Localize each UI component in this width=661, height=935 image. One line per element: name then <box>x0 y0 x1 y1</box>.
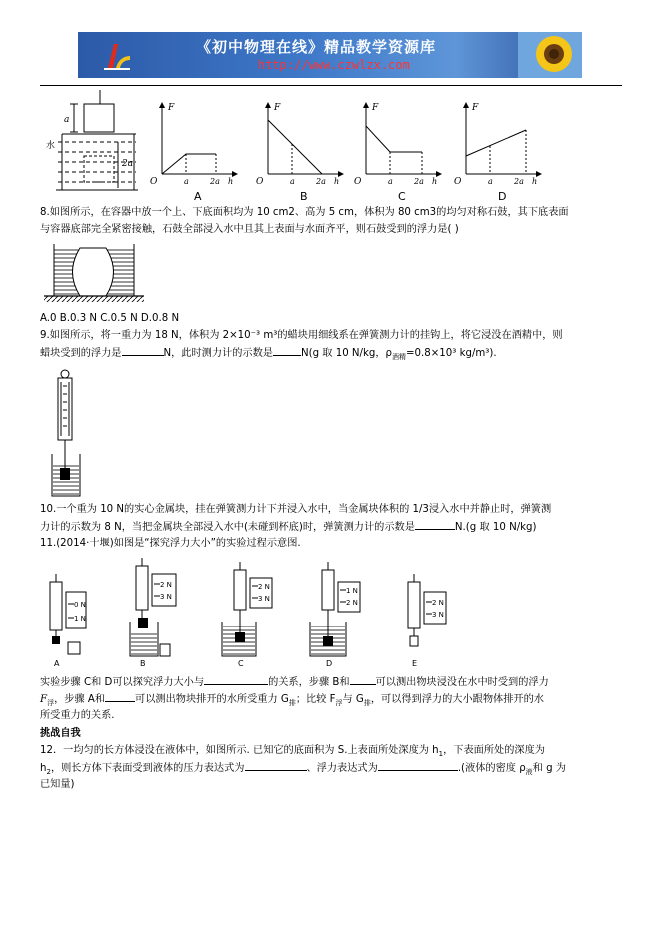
q7-graph-d-tick-2a: 2a <box>514 177 524 186</box>
q12-l1-a: 12．一均匀的长方体浸没在液体中，如图所示. 已知它的底面积为 S.上表面所处深度为 h <box>40 745 439 756</box>
q11-p2-b: ，步骤 A和 <box>54 694 106 705</box>
q11-p2-d: ；比较 F <box>295 694 336 705</box>
q11-line-1: 11.(2014·十堰)如图是“探究浮力大小”的实验过程示意图. <box>40 538 301 549</box>
q11-step-d <box>310 562 360 668</box>
q9-spring-scale-figure <box>48 368 88 502</box>
q7-graph-b <box>256 102 344 202</box>
q12-l2-e: 和 g 为 <box>532 763 566 774</box>
q11-blank-2[interactable] <box>350 673 376 685</box>
q12-l2-d: .(液体的密度 ρ <box>457 763 526 774</box>
q11-p2-a: F <box>40 694 48 705</box>
q11-step-e <box>408 574 446 668</box>
sunflower-icon <box>518 32 582 78</box>
q11-step-a-label: A <box>54 659 60 668</box>
q11-step-c-mark-1: 2 N <box>258 583 270 591</box>
q7-graph-c-h: h <box>432 177 438 186</box>
q7-graph-d-origin: O <box>454 177 462 187</box>
q7-graph-c-f: F <box>372 103 379 113</box>
q12-line-3: 已知量) <box>40 779 75 790</box>
q9-sub-alcohol: 酒精 <box>392 353 407 362</box>
q11-p2-c: 可以测出物块排开的水所受重力 G <box>135 694 289 705</box>
q9-blank-1[interactable] <box>122 344 164 356</box>
q7-graph-b-h: h <box>334 177 340 186</box>
header-title: 《初中物理在线》精品教学资源库 <box>196 38 437 56</box>
q11-step-b-label: B <box>140 659 146 668</box>
q7-graph-b-tick-a: a <box>290 177 295 186</box>
q11-step-a-mark-2: 1 N <box>74 615 86 623</box>
q12-l2-b: ，则长方体下表面受到液体的压力表达式为 <box>50 763 245 774</box>
q11-blank-1[interactable] <box>204 673 268 685</box>
q7-graph-a <box>150 102 238 202</box>
q11-step-e-mark-2: 3 N <box>432 611 444 619</box>
q7-graph-c-tick-2a: 2a <box>414 177 424 186</box>
q7-graph-b-f: F <box>274 103 281 113</box>
q7-graph-a-h: h <box>228 177 234 186</box>
site-logo-icon <box>100 38 134 72</box>
q8-line-1: 8.如图所示，在容器中放一个上、下底面积均为 10 cm2、高为 5 cm，体积为 80 cm3的均匀对称石鼓，其下底表面 <box>40 207 569 218</box>
q11-p1-c: 可以测出物块浸没在水中时受到的浮力 <box>375 677 549 688</box>
q9-blank-2[interactable] <box>273 344 301 356</box>
q11-step-c-mark-2: 3 N <box>258 595 270 603</box>
q12-l2-sub2: 液 <box>525 768 533 777</box>
q7-label-a: a <box>64 115 70 125</box>
q7-graph-a-tick-2a: 2a <box>210 177 220 186</box>
q8-drum-figure <box>40 244 150 306</box>
q11-para-3: 所受重力的关系. <box>40 710 115 721</box>
q11-p1-a: 实验步骤 C和 D可以探究浮力大小与 <box>40 677 205 688</box>
q11-p2-sub1: 浮 <box>47 699 55 708</box>
q7-graph-d-h: h <box>532 177 538 186</box>
q11-step-c-label: C <box>238 659 244 668</box>
q10-line-1: 10.一个重为 10 N的实心金属块，挂在弹簧测力计下并浸入水中，当金属块体积的 1/3浸入水中并静止时，弹簧测 <box>40 504 552 515</box>
q11-p1-b: 的关系，步骤 B和 <box>268 677 350 688</box>
header-banner <box>78 32 582 78</box>
q12-l2-sub: 2 <box>46 768 51 777</box>
q10-blank[interactable] <box>415 518 455 530</box>
q10-line-2-a: 力计的示数为 8 N，当把金属块全部浸入水中(未碰到杯底)时，弹簧测力计的示数是 <box>40 522 415 533</box>
q11-step-b <box>130 558 176 668</box>
q11-step-e-mark-1: 2 N <box>432 599 444 607</box>
q9-line-2-d: =0.8×10³ kg/m³). <box>406 348 497 359</box>
q7-graph-a-f: F <box>168 103 175 113</box>
header-divider <box>40 85 622 86</box>
q11-step-d-mark-1: 1 N <box>346 587 358 595</box>
q11-step-a-mark-1: 0 N <box>74 601 86 609</box>
q8-options: A.0 B.0.3 N C.0.5 N D.0.8 N <box>40 313 180 324</box>
q11-p2-e: 与 G <box>342 694 364 705</box>
q7-label-water: 水 <box>46 141 56 151</box>
q7-graph-d-tick-a: a <box>488 177 493 186</box>
q7-graph-d <box>454 102 542 202</box>
q11-p2-f: ，可以得到浮力的大小跟物体排开的水 <box>370 694 544 705</box>
q12-l2-a: h <box>40 763 47 774</box>
q7-graph-a-tick-a: a <box>184 177 189 186</box>
q11-p2-sub3: 浮 <box>335 699 343 708</box>
q10-line-2 <box>40 518 625 536</box>
q11-step-d-mark-2: 2 N <box>346 599 358 607</box>
q9-line-2-c: N(g 取 10 N/kg，ρ <box>301 348 393 359</box>
q11-step-b-mark-2: 3 N <box>160 593 172 601</box>
q11-p2-sub4: 排 <box>363 699 371 708</box>
q11-experiment-figure <box>44 556 464 668</box>
q7-graph-c <box>354 102 442 202</box>
q8-line-2: 与容器底部完全紧密接触，石鼓全部浸入水中且其上表面与水面齐平，则石鼓受到的浮力是( ) <box>40 224 459 235</box>
q7-graph-b-tick-2a: 2a <box>316 177 326 186</box>
q11-step-c <box>222 562 272 668</box>
q12-l1-b: ，下表面所处的深度为 <box>443 745 545 756</box>
q11-blank-3[interactable] <box>105 690 135 702</box>
q11-para-1 <box>40 673 625 691</box>
q12-blank-1[interactable] <box>245 759 307 771</box>
q11-step-e-label: E <box>412 659 418 668</box>
q7-container-diagram <box>46 90 138 190</box>
q11-step-d-label: D <box>326 659 333 668</box>
q11-p2-sub2: 排 <box>288 699 296 708</box>
section-heading: 挑战自我 <box>40 728 81 739</box>
q9-line-1: 9.如图所示，将一重力为 18 N，体积为 2×10⁻³ m³的蜡块用细线系在弹簧测力计的挂钩上，将它浸没在酒精中，则 <box>40 330 563 341</box>
q7-graph-b-label: B <box>300 190 308 202</box>
q9-line-2-a: 蜡块受到的浮力是 <box>40 348 122 359</box>
q12-blank-2[interactable] <box>378 759 458 771</box>
q7-graph-a-label: A <box>194 190 202 202</box>
q10-line-2-b: N.(g 取 10 N/kg) <box>454 522 537 533</box>
q12-l1-sub: 1 <box>438 750 444 759</box>
q7-label-2a: 2a <box>122 159 134 169</box>
q7-graph-d-label: D <box>498 190 507 202</box>
q9-line-2 <box>40 344 625 366</box>
q7-figure <box>40 90 600 202</box>
q7-graph-d-f: F <box>472 103 479 113</box>
q12-l2-c: 、浮力表达式为 <box>306 763 378 774</box>
q7-graph-a-origin: O <box>150 177 158 187</box>
q11-step-a <box>50 574 86 668</box>
q7-graph-b-origin: O <box>256 177 264 187</box>
q9-line-2-b: N，此时测力计的示数是 <box>163 348 273 359</box>
q7-graph-c-label: C <box>398 190 406 202</box>
q7-graph-c-tick-a: a <box>388 177 393 186</box>
header-url[interactable]: http://www.czwlzx.com <box>258 58 410 72</box>
q11-step-b-mark-1: 2 N <box>160 581 172 589</box>
q7-graph-c-origin: O <box>354 177 362 187</box>
